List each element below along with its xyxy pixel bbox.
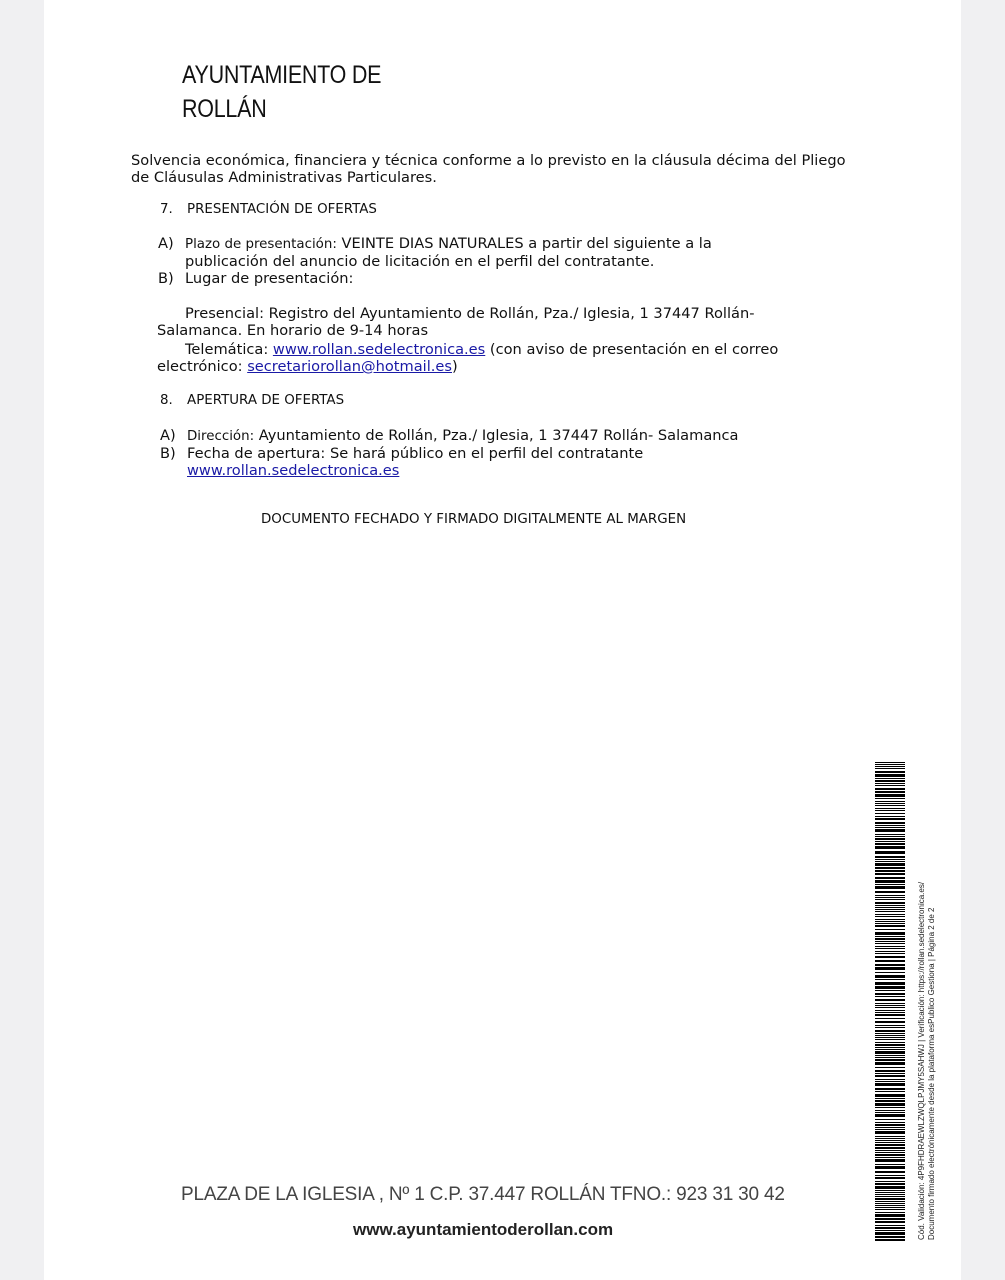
section-7-title: PRESENTACIÓN DE OFERTAS bbox=[187, 202, 377, 217]
sede-electronica-link-2[interactable]: www.rollan.sedelectronica.es bbox=[187, 462, 400, 479]
section-7-heading bbox=[160, 202, 377, 217]
intro-line-2: de Cláusulas Administrativas Particulares. bbox=[131, 169, 437, 186]
intro-paragraph bbox=[131, 152, 846, 186]
intro-line-1: Solvencia económica, financiera y técnica conforme a lo previsto en la cláusula décima del Pliego bbox=[131, 152, 846, 169]
section-8-item-a bbox=[160, 427, 738, 445]
letterhead-line-1: AYUNTAMIENTO DE bbox=[182, 61, 382, 89]
footer-address: PLAZA DE LA IGLESIA , Nº 1 C.P. 37.447 ROLLÁN TFNO.: 923 31 30 42 bbox=[181, 1184, 785, 1205]
sede-electronica-link[interactable]: www.rollan.sedelectronica.es bbox=[272, 341, 486, 358]
item-b-text: Lugar de presentación: bbox=[185, 270, 354, 287]
barcode bbox=[875, 762, 905, 1242]
footer-website: www.ayuntamientoderollan.com bbox=[353, 1220, 614, 1239]
telematica-suffix: (con aviso de presentación en el correo bbox=[485, 341, 779, 358]
letterhead bbox=[182, 58, 381, 126]
item-a-line-2: publicación del anuncio de licitación en el perfil del contratante. bbox=[185, 253, 655, 270]
validation-line-1: Cód. Validación: 4P9FHDRAEWLZWQLPJMY5SAHWJ | Verificación: https://rollan.sedelectronica.es/ bbox=[917, 881, 926, 1240]
section-7-item-a bbox=[158, 235, 712, 270]
presencial-paragraph bbox=[157, 305, 754, 339]
section-8-heading bbox=[160, 393, 344, 408]
telematica-line-2-prefix: electrónico: bbox=[157, 358, 248, 375]
letterhead-line-2: ROLLÁN bbox=[182, 95, 267, 123]
item-a-marker: A) bbox=[160, 427, 176, 444]
presencial-line-2: Salamanca. En horario de 9-14 horas bbox=[157, 322, 429, 339]
item-a-marker: A) bbox=[158, 235, 174, 252]
item-b-marker: B) bbox=[160, 445, 176, 462]
telematica-prefix: Telemática: bbox=[185, 341, 273, 358]
presencial-line-1: Presencial: Registro del Ayuntamiento de Rollán, Pza./ Iglesia, 1 37447 Rollán- bbox=[185, 305, 755, 322]
telematica-paragraph bbox=[157, 341, 778, 375]
telematica-line-2-suffix: ) bbox=[452, 358, 458, 375]
item-a-text: VEINTE DIAS NATURALES a partir del siguiente a la bbox=[336, 235, 712, 252]
section-7-item-b bbox=[158, 270, 353, 287]
item-a-label: Dirección: bbox=[187, 429, 255, 444]
section-8-title: APERTURA DE OFERTAS bbox=[187, 393, 345, 408]
closing-statement: DOCUMENTO FECHADO Y FIRMADO DIGITALMENTE AL MARGEN bbox=[261, 512, 687, 527]
item-b-marker: B) bbox=[158, 270, 174, 287]
document-page bbox=[44, 0, 961, 1280]
email-link[interactable]: secretariorollan@hotmail.es bbox=[247, 358, 452, 375]
section-8-item-b bbox=[160, 445, 643, 479]
section-7-number: 7. bbox=[160, 202, 173, 217]
validation-line-2: Documento firmado electrónicamente desde la plataforma esPublico Gestiona | Página 2 de 2 bbox=[926, 907, 936, 1240]
section-8-number: 8. bbox=[160, 393, 173, 408]
item-a-label: Plazo de presentación: bbox=[185, 237, 337, 252]
item-b-text: Fecha de apertura: Se hará público en el perfil del contratante bbox=[187, 445, 644, 462]
item-a-text: Ayuntamiento de Rollán, Pza./ Iglesia, 1 37447 Rollán- Salamanca bbox=[254, 427, 739, 444]
validation-side-text bbox=[917, 882, 936, 1240]
